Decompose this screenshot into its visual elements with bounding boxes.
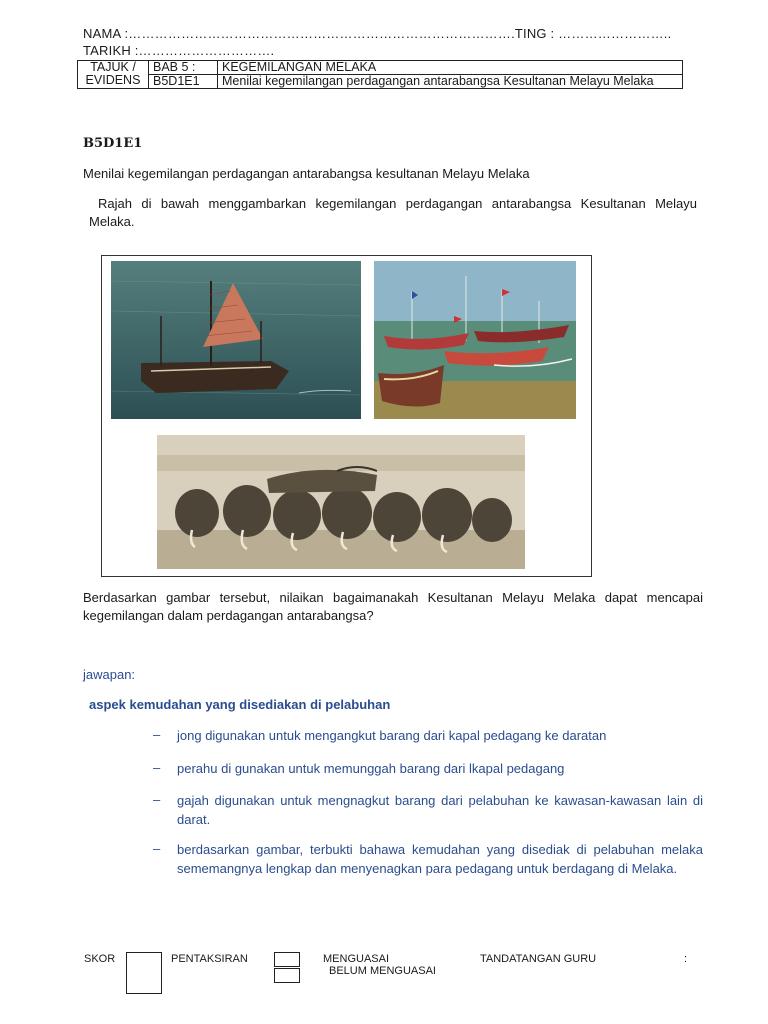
- answer-point: perahu di gunakan untuk memunggah barang dari lkapal pedagang: [177, 761, 565, 776]
- menguasai-checkbox[interactable]: [274, 952, 300, 967]
- bab-title-cell: KEGEMILANGAN MELAKA: [218, 61, 683, 75]
- menguasai-label: MENGUASAI: [323, 953, 390, 965]
- bab-cell: BAB 5 :: [149, 61, 218, 75]
- answer-label: jawapan:: [83, 667, 136, 682]
- bullet-marker: –: [153, 727, 161, 742]
- elephants-sepia-photo: [157, 435, 525, 569]
- tajuk-evidens-label: TAJUK / EVIDENS: [78, 61, 149, 89]
- description-cell: Menilai kegemilangan perdagangan antarabangsa Kesultanan Melayu Melaka: [218, 75, 683, 89]
- intro-text: Menilai kegemilangan perdagangan antarabangsa kesultanan Melayu Melaka: [83, 166, 530, 181]
- question-text: Berdasarkan gambar tersebut, nilaikan bagaimanakah Kesultanan Melayu Melaka dapat mencapai kegemilangan dalam perdagangan antarabangsa?: [83, 590, 703, 623]
- rajah-text: Rajah di bawah menggambarkan kegemilangan perdagangan antarabangsa Kesultanan Melayu Melaka.: [89, 196, 697, 229]
- answer-point: gajah digunakan untuk mengnagkut barang dari pelabuhan ke kawasan-kawasan lain di darat.: [177, 793, 703, 827]
- title-table: [77, 60, 683, 89]
- figure-frame: [101, 255, 592, 577]
- code-cell: B5D1E1: [149, 75, 218, 89]
- signature-colon: :: [684, 953, 688, 965]
- junk-ship-photo: [111, 261, 361, 419]
- answer-point: jong digunakan untuk mengangkut barang dari kapal pedagang ke daratan: [177, 728, 607, 743]
- answer-point: berdasarkan gambar, terbukti bahawa kemudahan yang disediak di pelabuhan melaka sememangnya lengkap dan menyenagkan para pedagang untuk berdagang di Melaka.: [177, 842, 703, 876]
- section-code: B5D1E1: [83, 136, 143, 151]
- bullet-marker: –: [153, 841, 161, 856]
- tarikh-line: TARIKH :………………………….: [83, 43, 275, 58]
- skor-box[interactable]: [126, 952, 162, 994]
- skor-label: SKOR: [84, 953, 116, 965]
- tandatangan-guru-label: TANDATANGAN GURU: [480, 953, 597, 965]
- belum-menguasai-label: BELUM MENGUASAI: [329, 965, 436, 977]
- harbour-boats-painting: [374, 261, 576, 419]
- nama-ting-line: NAMA :…………………………………………………………………………….TING : ……………………..: [83, 26, 672, 41]
- bullet-marker: –: [153, 760, 161, 775]
- answer-aspect: aspek kemudahan yang disediakan di pelabuhan: [89, 697, 391, 712]
- bullet-marker: –: [153, 792, 161, 807]
- belum-menguasai-checkbox[interactable]: [274, 968, 300, 983]
- pentaksiran-label: PENTAKSIRAN: [171, 953, 248, 965]
